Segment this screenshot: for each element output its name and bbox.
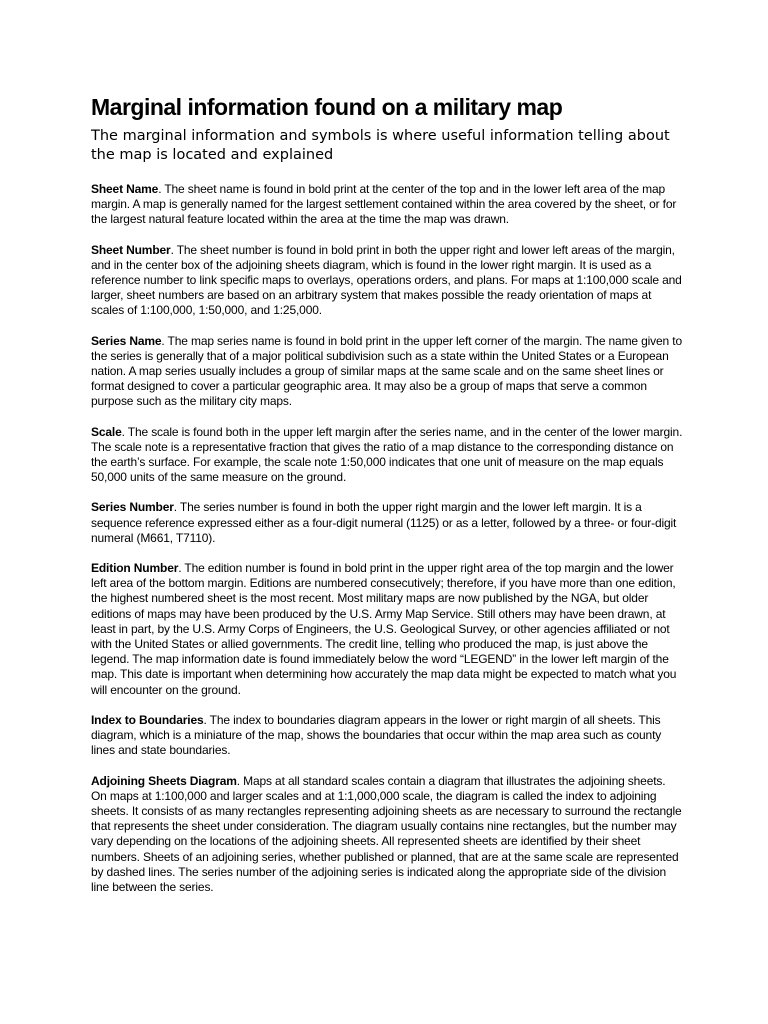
section-term: Scale [91,424,122,439]
section-term: Series Name [91,333,162,348]
section-edition-number [91,561,684,698]
section-series-name [91,334,684,410]
section-body: . The edition number is found in bold print in the upper right area of the top margin and the lower left area of the bottom margin. Editions are numbered consecutively; therefore, if you have more than one edition, the highest numbered sheet is the most recent. Most military maps are now published by the NGA, but older editions of maps may have been produced by the U.S. Army Map Service. Still others may have been drawn, at least in part, by the U.S. Army Corps of Engineers, the U.S. Geological Survey, or other agencies affiliated or not with the United States or allied governments. The credit line, telling who produced the map, is just above the legend. The map information date is found immediately below the word “LEGEND” in the lower left margin of the map. This date is important when determining how accurately the map data might be expected to match what you will encounter on the ground. [91,561,677,697]
section-body: . The series number is found in both the upper right margin and the lower left margin. It is a sequence reference expressed either as a four-digit numeral (1125) or as a letter, followed by a three- or four-digit numeral (M661, T7110). [91,500,677,545]
section-index-to-boundaries [91,713,684,759]
section-term: Sheet Number [91,242,171,257]
section-sheet-name [91,182,684,228]
section-term: Sheet Name [91,182,159,196]
section-body: . The sheet name is found in bold print at the center of the top and in the lower left area of the map margin. A map is generally named for the largest settlement contained within the area covered by the sheet, or for the largest natural feature located within the area at the time the map was drawn. [91,182,677,227]
section-sheet-number [91,243,684,319]
page-title: Marginal information found on a military map [91,94,563,120]
section-term: Index to Boundaries [91,712,204,727]
section-scale [91,425,684,486]
section-body: . The sheet number is found in bold print in both the upper right and lower left areas of the margin, and in the center box of the adjoining sheets diagram, which is found in the lower right margin. It is used as a reference number to link specific maps to overlays, operations orders, and plans. For maps at 1:100,000 scale and larger, sheet numbers are based on an arbitrary system that makes possible the ready orientation of maps at scales of 1:100,000, 1:50,000, and 1:25,000. [91,242,682,318]
section-adjoining-sheets-diagram [91,774,684,896]
section-body: . The index to boundaries diagram appears in the lower or right margin of all sheets. This diagram, which is a miniature of the map, shows the boundaries that occur within the map area such as county lines and state boundaries. [91,712,662,758]
section-term: Series Number [91,500,174,515]
section-body: . Maps at all standard scales contain a diagram that illustrates the adjoining sheets. On maps at 1:100,000 and larger scales and at 1:1,000,000 scale, the diagram is called the index to adjoining sheets. It consists of as many rectangles representing adjoining sheets as are necessary to surround the rectangle that represents the sheet under consideration. The diagram usually contains nine rectangles, but the number may vary depending on the locations of the adjoining sheets. All represented sheets are identified by their sheet numbers. Sheets of an adjoining series, whether published or planned, that are at the same scale are represented by dashed lines. The series number of the adjoining series is indicated along the appropriate side of the division line between the series. [91,773,682,894]
section-term: Adjoining Sheets Diagram [91,773,237,788]
page-subtitle: The marginal information and symbols is where useful information telling about the map is located and explained [91,128,670,163]
section-body: . The scale is found both in the upper left margin after the series name, and in the center of the lower margin. The scale note is a representative fraction that gives the ratio of a map distance to the corresponding distance on the earth’s surface. For example, the scale note 1:50,000 indicates that one unit of measure on the map equals 50,000 units of the same measure on the ground. [91,424,683,485]
section-term: Edition Number [91,561,179,576]
section-series-number [91,500,684,546]
section-body: . The map series name is found in bold print in the upper left corner of the margin. The name given to the series is generally that of a major political subdivision such as a state within the United States or a European nation. A map series usually includes a group of similar maps at the same scale and on the same sheet lines or format designed to cover a particular geographic area. It may also be a group of maps that serve a common purpose such as the military city maps. [91,333,682,409]
document-page [91,92,684,910]
